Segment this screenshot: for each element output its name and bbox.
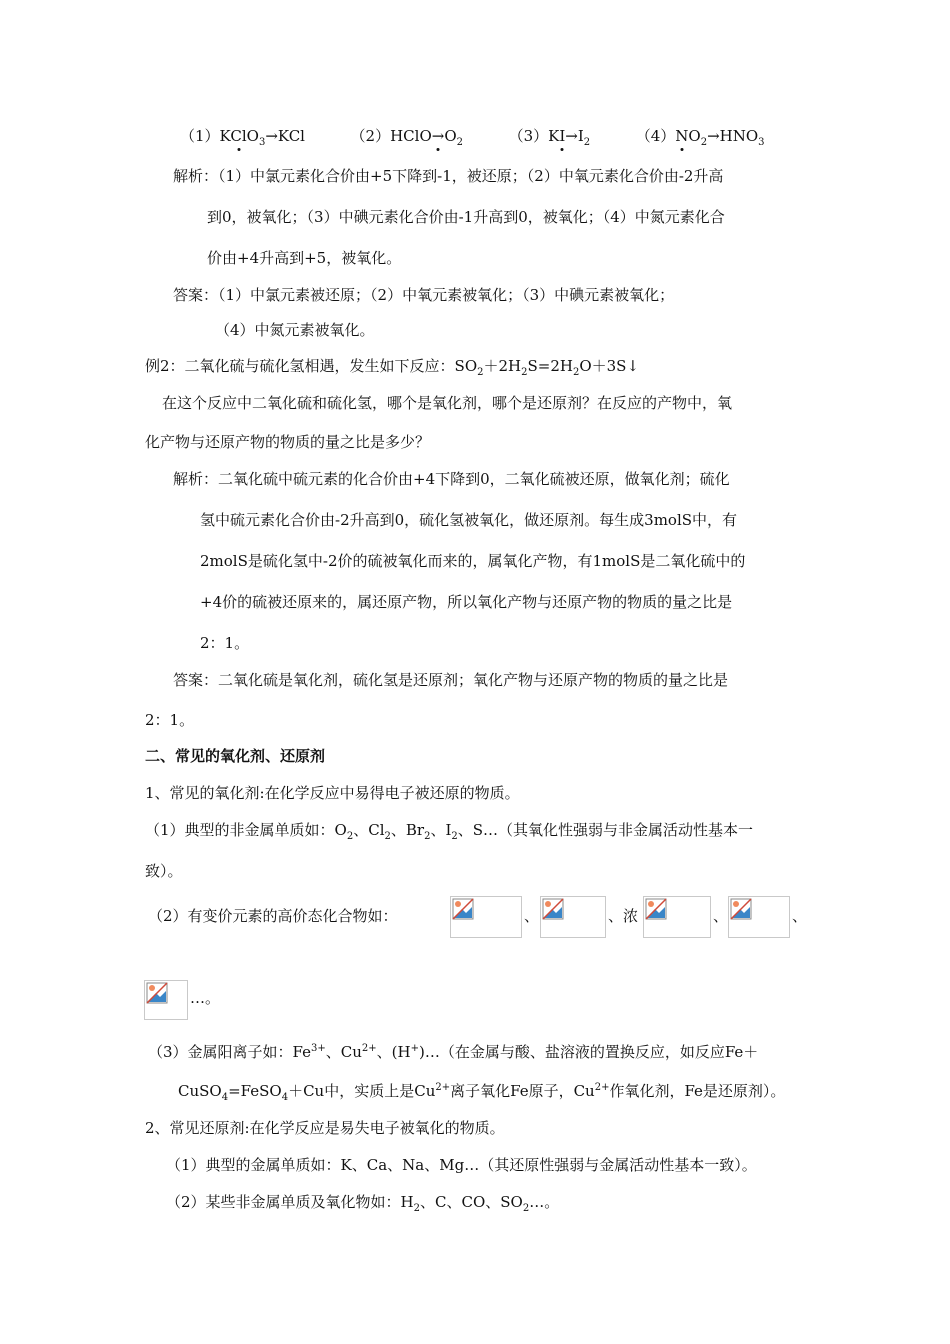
- broken-image-icon: [542, 898, 564, 920]
- separator: 、: [713, 907, 729, 925]
- ex1-answer-line-2: （4）中氮元素被氧化。: [215, 321, 375, 339]
- superscript: 2+: [435, 1082, 451, 1093]
- title-text: 例2：二氧化硫与硫化氢相遇，发生如下反应：SO: [145, 357, 478, 375]
- oxidizer-intro: 1、常见的氧化剂:在化学反应中易得电子被还原的物质。: [145, 784, 520, 802]
- section-heading: 二、常见的氧化剂、还原剂: [145, 747, 326, 765]
- subscript: 2: [521, 367, 528, 378]
- broken-image-icon: [452, 898, 474, 920]
- title-text: ＋2H: [483, 357, 522, 375]
- text: 、S…（其氧化性强弱与非金属活动性基本一: [457, 821, 754, 839]
- text: …。: [529, 1193, 560, 1211]
- subscript: 2: [451, 831, 458, 842]
- ex2-answer-line-2: 2：1。: [145, 711, 195, 729]
- superscript: +: [410, 1043, 419, 1054]
- subscript: 2: [477, 367, 484, 378]
- text: 、Cl: [353, 821, 385, 839]
- subscript: 2: [583, 137, 591, 148]
- separator: 、: [524, 907, 540, 925]
- text: 、Cu: [325, 1043, 362, 1061]
- oxidizer-item-3: [148, 1042, 758, 1062]
- formula-text: O: [246, 127, 259, 145]
- text: 、(H: [376, 1043, 411, 1061]
- dotted-element: N: [675, 127, 689, 145]
- title-text: O＋3S↓: [579, 357, 640, 375]
- dotted-element: Cl: [230, 127, 247, 145]
- ex2-analysis-line-1: 解析：二氧化硫中硫元素的化合价由+4下降到0，二氧化硫被还原，做氧化剂；硫化: [173, 470, 730, 488]
- ex2-analysis-line-5: 2：1。: [200, 634, 250, 652]
- reductant-item-2: [166, 1192, 559, 1212]
- ex2-answer-line-1: 答案：二氧化硫是氧化剂，硫化氢是还原剂；氧化产物与还原产物的物质的量之比是: [173, 671, 729, 689]
- text: （2）某些非金属单质及氧化物如：H: [166, 1193, 414, 1211]
- text: =FeSO: [228, 1082, 282, 1100]
- oxidizer-item-3-cont: [178, 1081, 785, 1101]
- ex2-question-line-1: 在这个反应中二氧化硫和硫化氢，哪个是氧化剂，哪个是还原剂？在反应的产物中，氧: [162, 394, 733, 412]
- text: 、I: [430, 821, 452, 839]
- formula-text: O: [688, 127, 701, 145]
- text: 作氧化剂，Fe是还原剂）。: [609, 1082, 786, 1100]
- subscript: 3: [258, 137, 266, 148]
- ex1-analysis-line-3: 价由+4升高到+5，被氧化。: [207, 249, 402, 267]
- formula-text: →HNO: [707, 127, 759, 145]
- ex2-analysis-line-3: 2molS是硫化氢中-2价的硫被氧化而来的，属氧化产物，有1molS是二氧化硫中的: [200, 552, 746, 570]
- subscript: 2: [424, 831, 431, 842]
- ex2-question-line-2: 化产物与还原产物的物质的量之比是多少？: [145, 433, 431, 451]
- broken-image-icon: [645, 898, 667, 920]
- subscript: 2: [413, 1203, 421, 1214]
- oxidizer-item-1: [145, 820, 753, 840]
- example1-items: [180, 126, 765, 146]
- reductant-item-1: （1）典型的金属单质如：K、Ca、Na、Mg…（其还原性强弱与金属活动性基本一致）。: [166, 1156, 757, 1174]
- dotted-element: I: [559, 127, 566, 145]
- superscript: 3+: [311, 1043, 326, 1054]
- formula-image-1: [450, 896, 522, 938]
- formula-image-2: [540, 896, 606, 938]
- text: 、C、CO、SO: [420, 1193, 523, 1211]
- item-1-index: （1）: [180, 127, 220, 145]
- formula-image-4: [728, 896, 790, 938]
- dotted-element: O→O: [419, 127, 457, 145]
- subscript: 3: [758, 137, 765, 148]
- broken-image-icon: [730, 898, 752, 920]
- ellipsis-text: …。: [190, 989, 221, 1007]
- separator: 、: [792, 907, 808, 925]
- text: ＋Cu中，实质上是Cu: [288, 1082, 436, 1100]
- subscript: 2: [572, 367, 580, 378]
- text: 离子氧化Fe原子，Cu: [450, 1082, 595, 1100]
- oxidizer-item-1-end: 致）。: [145, 862, 183, 880]
- formula-image-5: [144, 980, 188, 1020]
- subscript: 2: [346, 831, 354, 842]
- subscript: 4: [281, 1092, 289, 1103]
- item-2: （2）HC: [350, 127, 415, 145]
- item-4-index: （4）: [635, 127, 676, 145]
- text: 、Br: [390, 821, 425, 839]
- title-text: S=2H: [527, 357, 573, 375]
- text: CuSO: [178, 1082, 222, 1100]
- ex2-analysis-line-2: 氢中硫元素化合价由-2升高到0，硫化氢被氧化，做还原剂。每生成3molS中，有: [200, 511, 738, 529]
- ex1-analysis-line-2: 到0，被氧化；（3）中碘元素化合价由-1升高到0，被氧化；（4）中氮元素化合: [207, 208, 725, 226]
- subscript: 2: [522, 1203, 530, 1214]
- oxidizer-item-2-label: （2）有变价元素的高价态化合物如：: [148, 907, 398, 925]
- formula-text: K: [219, 127, 231, 145]
- formula-text: l: [414, 127, 420, 145]
- subscript: 2: [700, 137, 708, 148]
- ex2-analysis-line-4: +4价的硫被还原来的，属还原产物，所以氧化产物与还原产物的物质的量之比是: [200, 593, 733, 611]
- formula-image-3: [643, 896, 711, 938]
- superscript: 2+: [594, 1082, 610, 1093]
- reductant-intro: 2、常见还原剂:在化学反应是易失电子被氧化的物质。: [145, 1119, 505, 1137]
- formula-text: →KCl: [265, 127, 305, 145]
- text: （3）金属阳离子如：Fe: [148, 1043, 312, 1061]
- subscript: 2: [456, 137, 464, 148]
- formula-text: →I: [565, 127, 584, 145]
- broken-image-icon: [146, 982, 168, 1004]
- example2-title: [145, 356, 639, 376]
- text: )…（在金属与酸、盐溶液的置换反应，如反应Fe＋: [418, 1043, 759, 1061]
- text: （1）典型的非金属单质如：O: [145, 821, 347, 839]
- item-3: （3）K: [508, 127, 560, 145]
- ex1-answer-line-1: 答案：（1）中氯元素被还原；（2）中氧元素被氧化；（3）中碘元素被氧化；: [173, 286, 675, 304]
- separator: 、浓: [608, 907, 639, 925]
- subscript: 4: [221, 1092, 229, 1103]
- ex1-analysis-line-1: 解析：（1）中氯元素化合价由+5下降到-1，被还原；（2）中氧元素化合价由-2升高: [173, 167, 724, 185]
- subscript: 2: [384, 831, 391, 842]
- superscript: 2+: [361, 1043, 377, 1054]
